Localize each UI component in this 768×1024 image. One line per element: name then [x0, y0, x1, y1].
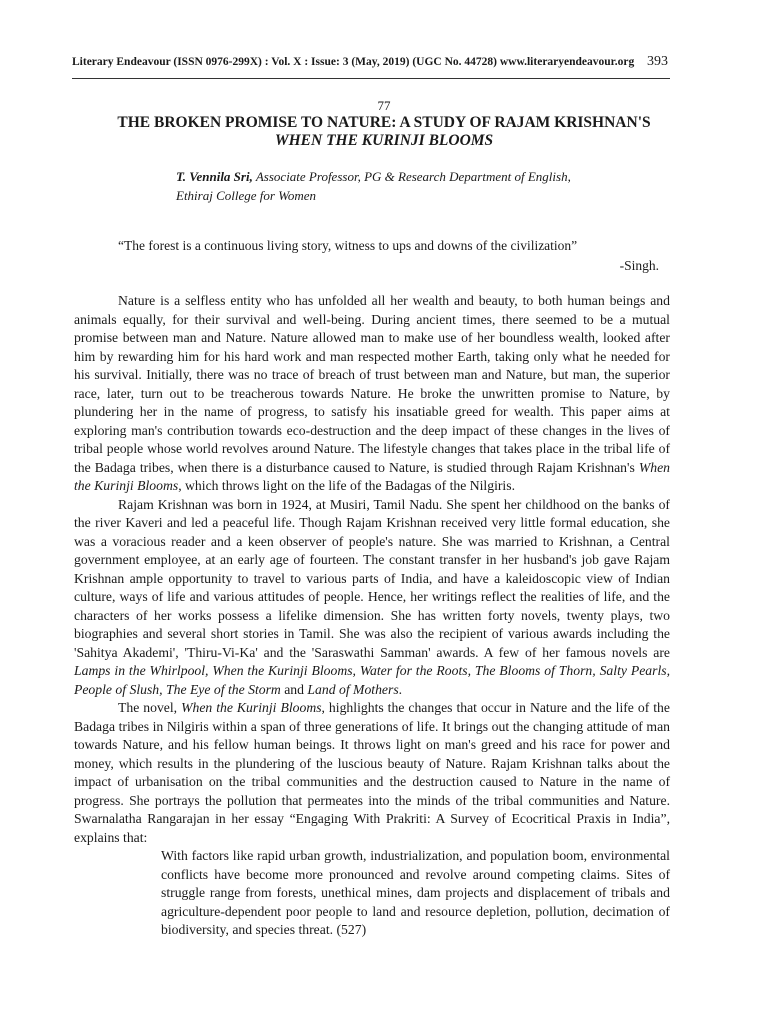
- paragraph-2-novels: Lamps in the Whirlpool, When the Kurinji Blooms, Water for the Roots, The Blooms of Thorn, Salty Pearls, People of Slush, The Eye of the Storm: [74, 663, 670, 697]
- author-affiliation: Associate Professor, PG & Research Department of English,: [255, 169, 571, 184]
- epigraph: [118, 236, 663, 276]
- author-college: Ethiraj College for Women: [176, 188, 316, 203]
- header-rule: [72, 78, 670, 79]
- title-line-1: THE BROKEN PROMISE TO NATURE: A STUDY OF RAJAM KRISHNAN'S: [117, 114, 651, 131]
- epigraph-quote: “The forest is a continuous living story, witness to ups and downs of the civilization”: [118, 238, 578, 253]
- paragraph-3-start: The novel,: [118, 700, 182, 715]
- article-title: [60, 114, 708, 150]
- epigraph-attribution: -Singh.: [619, 258, 659, 273]
- paragraph-2-period: .: [398, 681, 403, 697]
- paragraph-2-text: Rajam Krishnan was born in 1924, at Musiri, Tamil Nadu. She spent her childhood on the banks of the river Kaveri and led a peaceful life. Though Rajam Krishnan received very little formal education, she was a voracious reader and a keen observer of people's nature. She was married to Krishnan, a Central government employee, at an early age of fourteen. The constant transfer in her husband's job gave Rajam Krishnan ample opportunity to travel to various parts of India, and have a kaleidoscopic view of Indian culture, ways of life and various attitudes of people. Hence, her writings reflect the realities of life, and the characters of her works possess a lifelike dimension. She has written forty novels, twenty plays, two biographies and several short stories in Tamil. She was also the recipient of various awards including the 'Sahitya Akademi', 'Thiru-Vi-Ka' and the 'Saraswathi Samman' awards. A few of her famous novels are: [74, 496, 670, 660]
- paragraph-3-text: , highlights the changes that occur in Nature and the life of the Badaga tribes in Nilgiris within a span of three generations of life. It brings out the changing attitude of man towards Nature, and his fellow human beings. It throws light on man's greed and his race for power and money, which results in the plundering of the luscious beauty of Nature. Rajam Krishnan talks about the impact of urbanisation on the tribal communities and the destruction caused to Nature in the name of progress. She portrays the pollution that permeates into the minds of the tribal communities and Nature. Swarnalatha Rangarajan in her essay “Engaging With Prakriti: A Survey of Ecocritical Praxis in India”, explains that:: [74, 700, 670, 845]
- article-body: [74, 292, 670, 940]
- paragraph-1-text: Nature is a selfless entity who has unfolded all her wealth and beauty, to both human beings and animals equally, for their survival and well-being. During ancient times, there seemed to be a mutual promise between man and Nature. Nature allowed man to make use of her boundless wealth, looked after him by rewarding him for his hard work and man respected mother Earth, taking only what he needed for his survival. Initially, there was no trace of breach of trust between man and Nature, but man, the superior race, later, turn out to be treacherous towards Nature. He broke the unwritten promise to Nature, by plundering her in the name of progress, to satisfy his insatiable greed for wealth. This paper aims at exploring man's contribution towards eco-destruction and the deep impact of these changes in the lives of tribal people whose world revolves around Nature. The lifestyle changes that takes place in the tribal life of the Badaga tribes, when there is a disturbance caused to Nature, is studied through Rajam Krishnan's: [74, 293, 670, 475]
- paragraph-1-title: When the Kurinji Blooms: [74, 459, 671, 493]
- byline: [176, 167, 636, 205]
- paragraph-2-last-novel: Land of Mothers: [307, 681, 399, 697]
- block-quote: With factors like rapid urban growth, industrialization, and population boom, environmental conflicts have become more pronounced and revolve around competing claims. Sites of struggle range from forests, unethical mines, dam projects and displacement of tribals and agriculture-dependent poor people to land and resource depletion, pollution, decimation of biodiversity, and species threat. (527): [161, 848, 670, 937]
- paragraph-2: [74, 496, 670, 700]
- paragraph-3: [74, 699, 670, 847]
- paragraph-1-end: , which throws light on the life of the Badagas of the Nilgiris.: [178, 478, 515, 493]
- running-header: Literary Endeavour (ISSN 0976-299X) : Vol. X : Issue: 3 (May, 2019) (UGC No. 44728) www.literaryendeavour.org: [72, 56, 635, 68]
- author-name: T. Vennila Sri,: [176, 169, 253, 184]
- page-number: 393: [647, 54, 668, 69]
- title-line-2: WHEN THE KURINJI BLOOMS: [274, 132, 494, 149]
- paragraph-3-title: When the Kurinji Blooms: [181, 700, 322, 715]
- article-number: 77: [377, 98, 391, 113]
- paragraph-1: [74, 292, 670, 496]
- paragraph-2-and: and: [280, 681, 308, 697]
